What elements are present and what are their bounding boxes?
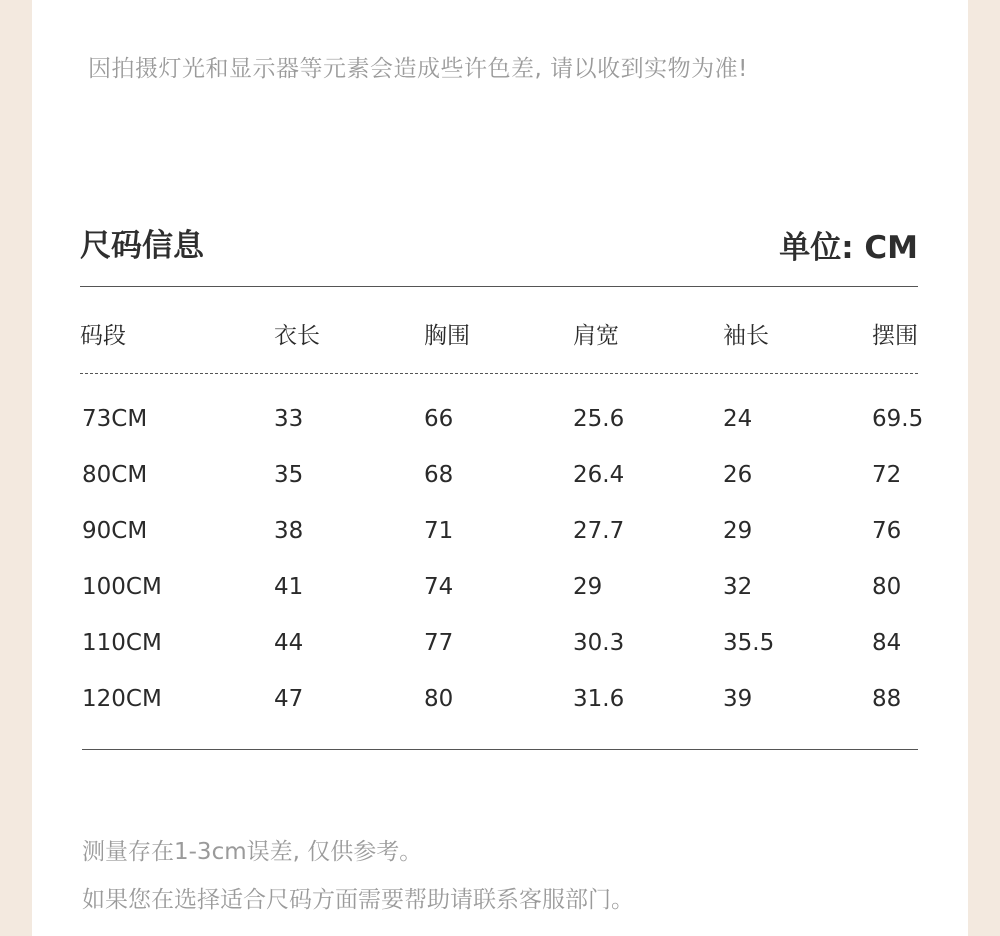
- column-header-hem: 摆围: [872, 323, 918, 349]
- column-header-sleeve: 袖长: [723, 323, 769, 349]
- table-cell-size-range: 120CM: [82, 686, 162, 712]
- table-cell-shoulder: 29: [573, 574, 603, 600]
- table-cell-hem: 69.5: [872, 406, 924, 432]
- table-cell-shoulder: 31.6: [573, 686, 625, 712]
- table-cell-length: 38: [274, 518, 304, 544]
- column-header-length: 衣长: [274, 323, 320, 349]
- table-cell-length: 41: [274, 574, 304, 600]
- column-header-size-range: 码段: [80, 323, 126, 349]
- table-cell-sleeve: 39: [723, 686, 753, 712]
- table-cell-size-range: 110CM: [82, 630, 162, 656]
- table-cell-length: 44: [274, 630, 304, 656]
- content-card: [32, 0, 968, 936]
- table-cell-chest: 68: [424, 462, 454, 488]
- table-cell-length: 33: [274, 406, 304, 432]
- table-cell-chest: 77: [424, 630, 454, 656]
- unit-label: 单位: CM: [779, 230, 918, 266]
- table-cell-chest: 66: [424, 406, 454, 432]
- table-cell-shoulder: 27.7: [573, 518, 625, 544]
- table-cell-shoulder: 26.4: [573, 462, 625, 488]
- table-top-rule: [80, 286, 918, 287]
- table-cell-chest: 74: [424, 574, 454, 600]
- table-cell-shoulder: 25.6: [573, 406, 625, 432]
- table-cell-sleeve: 29: [723, 518, 753, 544]
- table-cell-sleeve: 35.5: [723, 630, 775, 656]
- size-info-title: 尺码信息: [80, 228, 204, 264]
- table-cell-size-range: 100CM: [82, 574, 162, 600]
- table-cell-sleeve: 24: [723, 406, 753, 432]
- table-cell-hem: 84: [872, 630, 902, 656]
- table-cell-chest: 71: [424, 518, 454, 544]
- help-note: 如果您在选择适合尺码方面需要帮助请联系客服部门。: [82, 887, 634, 913]
- table-cell-chest: 80: [424, 686, 454, 712]
- table-cell-size-range: 90CM: [82, 518, 148, 544]
- column-header-shoulder: 肩宽: [573, 323, 619, 349]
- color-difference-notice: 因拍摄灯光和显示器等元素会造成些许色差, 请以收到实物为准!: [88, 56, 748, 82]
- table-cell-sleeve: 26: [723, 462, 753, 488]
- table-cell-shoulder: 30.3: [573, 630, 625, 656]
- table-cell-size-range: 80CM: [82, 462, 148, 488]
- header-divider: [80, 373, 918, 374]
- table-cell-length: 35: [274, 462, 304, 488]
- table-cell-hem: 72: [872, 462, 902, 488]
- table-cell-hem: 76: [872, 518, 902, 544]
- measurement-note: 测量存在1-3cm误差, 仅供参考。: [82, 839, 423, 865]
- table-cell-sleeve: 32: [723, 574, 753, 600]
- table-cell-hem: 80: [872, 574, 902, 600]
- table-cell-hem: 88: [872, 686, 902, 712]
- table-cell-size-range: 73CM: [82, 406, 148, 432]
- table-bottom-rule: [82, 749, 918, 750]
- column-header-chest: 胸围: [424, 323, 470, 349]
- table-cell-length: 47: [274, 686, 304, 712]
